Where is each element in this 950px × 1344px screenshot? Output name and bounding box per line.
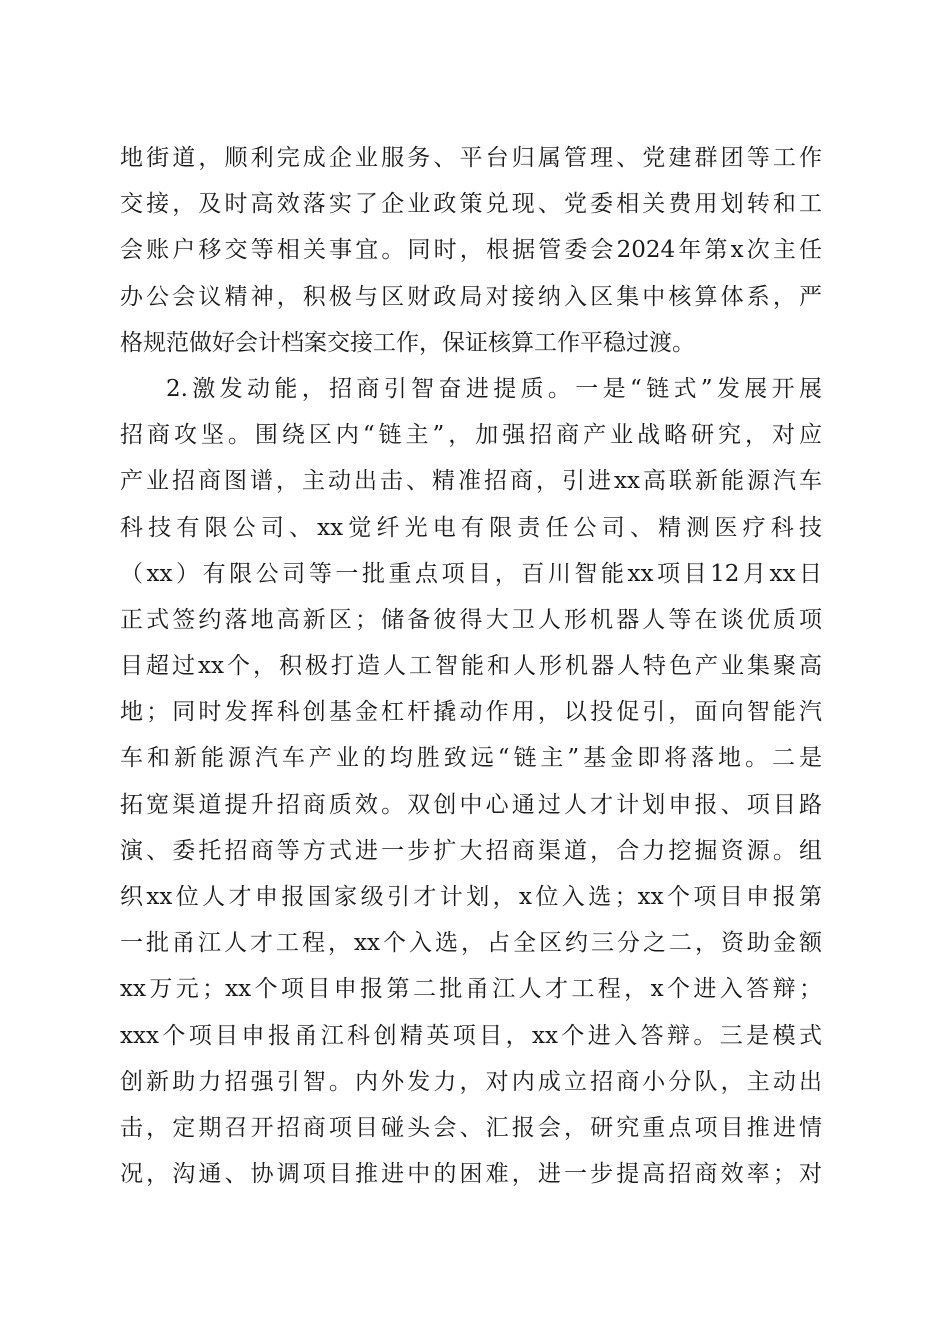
text-line: 地街道，顺利完成企业服务、平台归属管理、党建群团等工作 xyxy=(120,145,822,171)
text-line: 演、委托招商等方式进一步扩大招商渠道，合力挖掘资源。组 xyxy=(120,837,822,864)
text-line: 目超过xx个，积极打造人工智能和人形机器人特色产业集聚高 xyxy=(120,653,822,680)
text-line: xx万元；xx个项目申报第二批甬江人才工程，x个进入答辩； xyxy=(120,976,822,1003)
text-line: 格规范做好会计档案交接工作，保证核算工作平稳过渡。 xyxy=(120,329,695,356)
text-line: 科技有限公司、xx觉纤光电有限责任公司、精测医疗科技 xyxy=(120,514,822,541)
text-line: 办公会议精神，积极与区财政局对接纳入区集中核算体系，严 xyxy=(120,283,822,310)
text-line: 况，沟通、协调项目推进中的困难，进一步提高招商效率；对 xyxy=(120,1161,822,1188)
text-line: 招商攻坚。围绕区内“链主”，加强招商产业战略研究，对应 xyxy=(120,422,822,449)
document-page xyxy=(120,135,822,1197)
text-line: 地；同时发挥科创基金杠杆撬动作用，以投促引，面向智能汽 xyxy=(120,699,822,726)
text-line: 会账户移交等相关事宜。同时，根据管委会2024年第x次主任 xyxy=(120,237,822,264)
text-line: 创新助力招强引智。内外发力，对内成立招商小分队，主动出 xyxy=(120,1068,822,1095)
text-line: 交接，及时高效落实了企业政策兑现、党委相关费用划转和工 xyxy=(120,191,822,218)
text-line: 产业招商图谱，主动出击、精准招商，引进xx高联新能源汽车 xyxy=(120,468,822,495)
text-line: 一批甬江人才工程，xx个入选，占全区约三分之二，资助金额 xyxy=(120,930,822,957)
text-line: xxx个项目申报甬江科创精英项目，xx个进入答辩。三是模式 xyxy=(120,1022,822,1049)
text-line: 击，定期召开招商项目碰头会、汇报会，研究重点项目推进情 xyxy=(120,1114,822,1141)
text-line: 车和新能源汽车产业的均胜致远“链主”基金即将落地。二是 xyxy=(120,745,822,772)
text-line: 拓宽渠道提升招商质效。双创中心通过人才计划申报、项目路 xyxy=(120,791,822,818)
text-line: （xx）有限公司等一批重点项目，百川智能xx项目12月xx日 xyxy=(120,560,822,587)
text-line: 织xx位人才申报国家级引才计划，x位入选；xx个项目申报第 xyxy=(120,884,822,910)
text-line: 正式签约落地高新区；储备彼得大卫人形机器人等在谈优质项 xyxy=(120,606,822,633)
section-heading-line: 2.激发动能，招商引智奋进提质。一是“链式”发展开展 xyxy=(166,375,822,402)
